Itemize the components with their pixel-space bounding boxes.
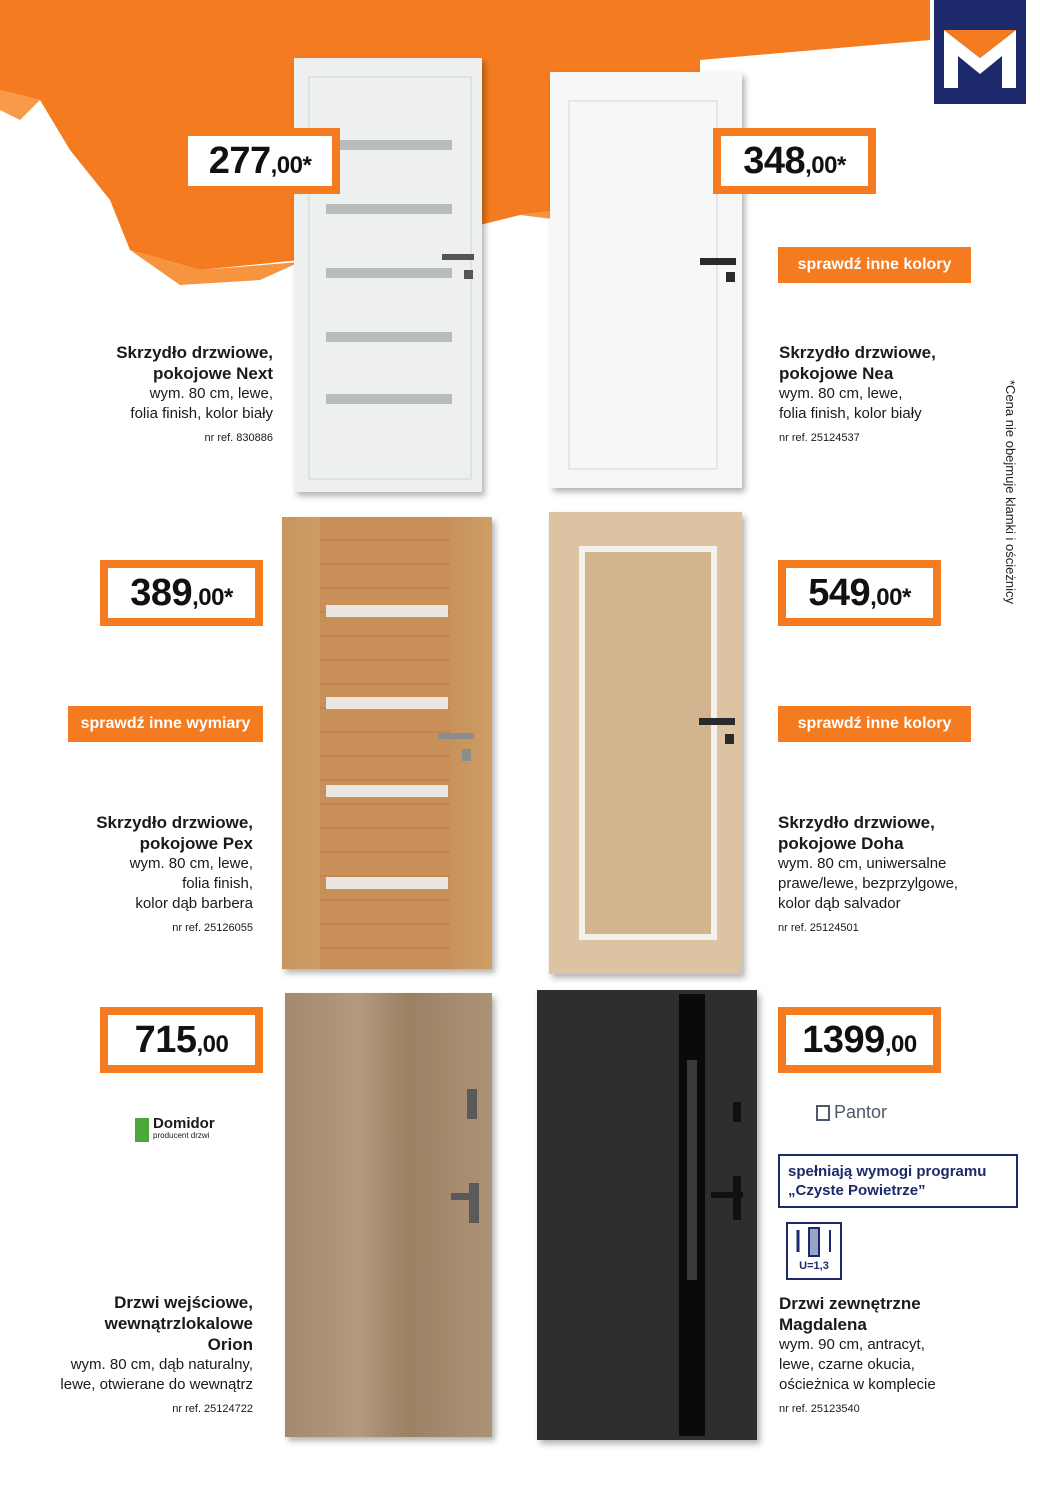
door-magdalena-image	[537, 990, 757, 1440]
price-box-next: 277 ,00*	[180, 128, 340, 194]
domidor-mark-icon	[135, 1118, 149, 1142]
price-box-magdalena: 1399 ,00	[778, 1007, 941, 1073]
door-next-image	[294, 58, 482, 492]
door-doha-image	[549, 512, 742, 974]
door-pex-image	[282, 517, 492, 969]
door-handle-icon	[467, 1089, 477, 1119]
pantor-mark-icon	[816, 1105, 830, 1121]
price-box-nea: 348 ,00*	[713, 128, 876, 194]
thermal-insulation-icon	[788, 1224, 840, 1260]
check-other-sizes-button[interactable]: sprawdź inne wymiary	[68, 706, 263, 742]
door-handle-icon	[442, 254, 474, 260]
check-other-colors-button-2[interactable]: sprawdź inne kolory	[778, 706, 971, 742]
clean-air-program-box: spełniają wymogi programu „Czyste Powietrze”	[778, 1154, 1018, 1208]
product-orion-info: Drzwi wejściowe, wewnątrzlokalowe Orion wym. 80 cm, dąb naturalny, lewe, otwierane do wewnątrz nr ref. 25124722	[60, 1293, 253, 1415]
price-box-orion: 715 ,00	[100, 1007, 263, 1073]
product-pex-info: Skrzydło drzwiowe, pokojowe Pex wym. 80 cm, lewe, folia finish, kolor dąb barbera nr ref. 25126055	[96, 813, 253, 934]
metro-logo-icon	[934, 0, 1026, 104]
price-box-pex: 389 ,00*	[100, 560, 263, 626]
product-doha-info: Skrzydło drzwiowe, pokojowe Doha wym. 80 cm, uniwersalne prawe/lewe, bezprzylgowe, kolor dąb salvador nr ref. 25124501	[778, 813, 959, 934]
door-orion-image	[285, 993, 492, 1437]
pantor-logo: Pantor	[816, 1102, 887, 1123]
thermal-badge: U=1,3	[786, 1222, 842, 1280]
door-handle-icon	[699, 718, 735, 725]
door-handle-icon	[700, 258, 736, 265]
domidor-logo: Domidor producent drzwi	[135, 1118, 215, 1142]
product-next-info: Skrzydło drzwiowe, pokojowe Next wym. 80 cm, lewe, folia finish, kolor biały nr ref. 830886	[116, 343, 273, 444]
product-magdalena-info: Drzwi zewnętrzne Magdalena wym. 90 cm, antracyt, lewe, czarne okucia, ościeżnica w komplecie nr ref. 25123540	[779, 1294, 936, 1415]
price-box-doha: 549 ,00*	[778, 560, 941, 626]
door-handle-icon	[438, 733, 474, 739]
metro-logo[interactable]	[934, 0, 1026, 104]
product-nea-info: Skrzydło drzwiowe, pokojowe Nea wym. 80 cm, lewe, folia finish, kolor biały nr ref. 25124537	[779, 343, 936, 444]
check-other-colors-button[interactable]: sprawdź inne kolory	[778, 247, 971, 283]
price-note: *Cena nie obejmuje klamki i ościeżnicy	[1003, 380, 1018, 604]
